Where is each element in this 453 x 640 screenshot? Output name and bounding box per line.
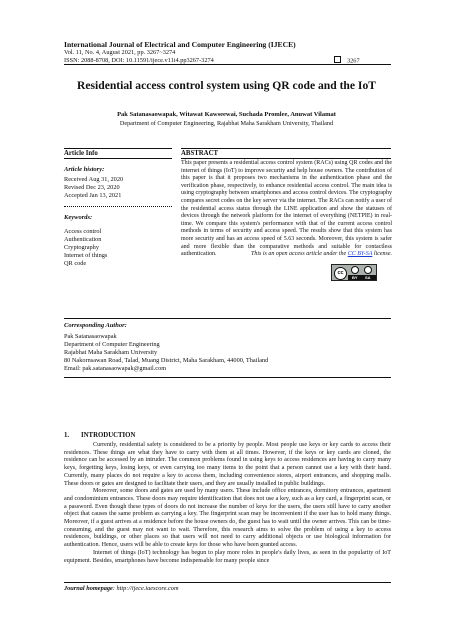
history-accepted: Accepted Jan 13, 2021: [64, 192, 122, 199]
share-alike-icon: [364, 266, 372, 274]
corresponding-university: Rajabhat Maha Sarakham University: [64, 349, 158, 356]
corresponding-email: Email: pak.satanasaowapak@gmail.com: [64, 365, 167, 372]
keywords-heading: Keywords:: [64, 214, 93, 221]
corresponding-department: Department of Computer Engineering: [64, 341, 160, 348]
corresponding-heading: Corresponding Author:: [64, 322, 127, 329]
paragraph: Internet of things (IoT) technology has begun to play more roles in people's daily lives, as seen in the popularity of IoT equipment. Besides, smartphones have become indispensable for many people since: [64, 549, 391, 564]
section-title: INTRODUCTION: [81, 432, 136, 439]
author-list: Pak Satanasaowapak, Witawat Kawseewai, Suchada Promlee, Anuwat Vilamat: [117, 111, 336, 118]
cc-license-badge[interactable]: [331, 264, 377, 281]
introduction-body: [64, 442, 391, 565]
corresponding-top-rule: [64, 318, 391, 319]
keyword-item: Cryptography: [64, 244, 99, 251]
journal-issn: ISSN: 2088-8708, DOI: 10.11591/ijece.v11i4.pp3267-3274: [64, 57, 214, 64]
open-access-prefix: This is an open access article under the: [251, 251, 348, 257]
square-bullet-icon: [334, 56, 341, 63]
footer: [64, 585, 179, 592]
cc-sa-label: SA: [365, 275, 371, 280]
keyword-item: Authentication: [64, 236, 102, 243]
journal-volume: Vol. 11, No. 4, August 2021, pp. 3267~3274: [64, 49, 176, 56]
history-received: Received Aug 31, 2020: [64, 176, 124, 183]
journal-name: International Journal of Electrical and Computer Engineering (IJECE): [64, 40, 296, 49]
keyword-item: Access control: [64, 228, 102, 235]
open-access-notice: [181, 251, 392, 257]
license-link[interactable]: CC BY-SA: [347, 251, 373, 257]
footer-label: Journal homepage: [64, 585, 113, 592]
abstract-heading: ABSTRACT: [181, 150, 219, 157]
keywords-list: [64, 228, 107, 268]
open-access-suffix: license.: [372, 251, 392, 257]
keyword-item: QR code: [64, 260, 87, 267]
paragraph: Moreover, some doors and gates are used by many users. These include office entrances, dormitory entrances, apartment and condominium entrances. These doors may require identification that does not use a key, such as a key card, a fingerprint scan, or a password. Even though these types of doors do not increase the number of keys for the users, the users still have to carry another object that causes the same problem as carrying a key. The fingerprint scan may be inconvenient if the user has to hold many things. Moreover, if a guest arrives at a residence before the house owners do, the guest has to wait until the owner arrives. This can be time-consuming, and the guest may not want to wait. Therefore, this research aims to solve the problem of using a key to access residences, buildings, or other places so that users will not need to carry additional objects or use biological information for authentication. Hence, users will be able to create keys for those who have been granted access.: [64, 488, 391, 549]
history-revised: Revised Dec 23, 2020: [64, 184, 120, 191]
article-info-rule: [64, 158, 172, 159]
footer-rule: [64, 582, 391, 583]
cc-icon: cc: [334, 267, 347, 280]
section-number: 1.: [64, 432, 70, 439]
footer-url[interactable]: : http://ijece.iaescore.com: [112, 585, 179, 592]
article-info-heading: Article Info: [64, 150, 98, 157]
cc-by-label: BY: [352, 275, 358, 280]
attribution-icon: [351, 266, 359, 274]
affiliation: Department of Computer Engineering, Rajabhat Maha Sarakham University, Thailand: [119, 120, 334, 127]
abstract-rule: [181, 158, 391, 159]
page-number: 3267: [347, 57, 360, 65]
keywords-separator: [64, 206, 172, 207]
abstract-top-rule: [181, 148, 391, 149]
section-heading: [64, 432, 135, 439]
paragraph: Currently, residential safety is considered to be a priority by people. Most people use keys or key cards to access their residences. These things are what they have to carry with them at all times. However, if the keys or key cards are cloned, the residence can be accessed by an intruder. The common problems found in using keys to access residences are having to carry many keys, forgetting keys, losing keys, or even carrying too many items to the point that a person cannot use a key with their hand. Currently, many places do not require a key to access them, including convenience stores, airport entrances, and shopping malls. These doors or gates are designed to facilitate their users, and they are usually installed in public buildings.: [64, 442, 391, 487]
keyword-item: Internet of things: [64, 252, 108, 259]
header-rule: [64, 64, 391, 65]
history-heading: Article history:: [64, 166, 105, 173]
history-list: [64, 176, 123, 200]
corresponding-address: 80 Nakornsawan Road, Talad, Muang District, Maha Sarakham, 44000, Thailand: [64, 357, 269, 364]
article-info-top-rule: [64, 148, 172, 149]
cc-badge-strip: [348, 275, 376, 280]
corresponding-author-block: [64, 333, 391, 373]
abstract-text: This paper presents a residential access control system (RACs) using QR codes and the internet of things (IoT) to improve security and help house owners. The contribution of this paper is that it proposes two mechanisms in the authentication phase and the verification phase, respectively, to enhance residential access control. The main idea is using cryptography between smartphones and access control devices. The cryptography compares secret codes on the key server via the internet. The RACs can notify a user of the residential access status through the LINE application and show the statuses of devices through the network platform for the internet of everything (NETPIE) in real-time. We compare this system's performance with that of the current access control methods in terms of security and access speed. The results show that this system has more security and has an access speed of 5.63 seconds. Moreover, this system is safer and more flexible than the comparative methods and suitable for contactless authentication.: [181, 160, 392, 258]
paper-title: Residential access control system using QR code and the IoT: [77, 79, 376, 92]
corresponding-name: Pak Satanasaowapak: [64, 333, 117, 340]
corresponding-bottom-rule: [64, 377, 391, 378]
